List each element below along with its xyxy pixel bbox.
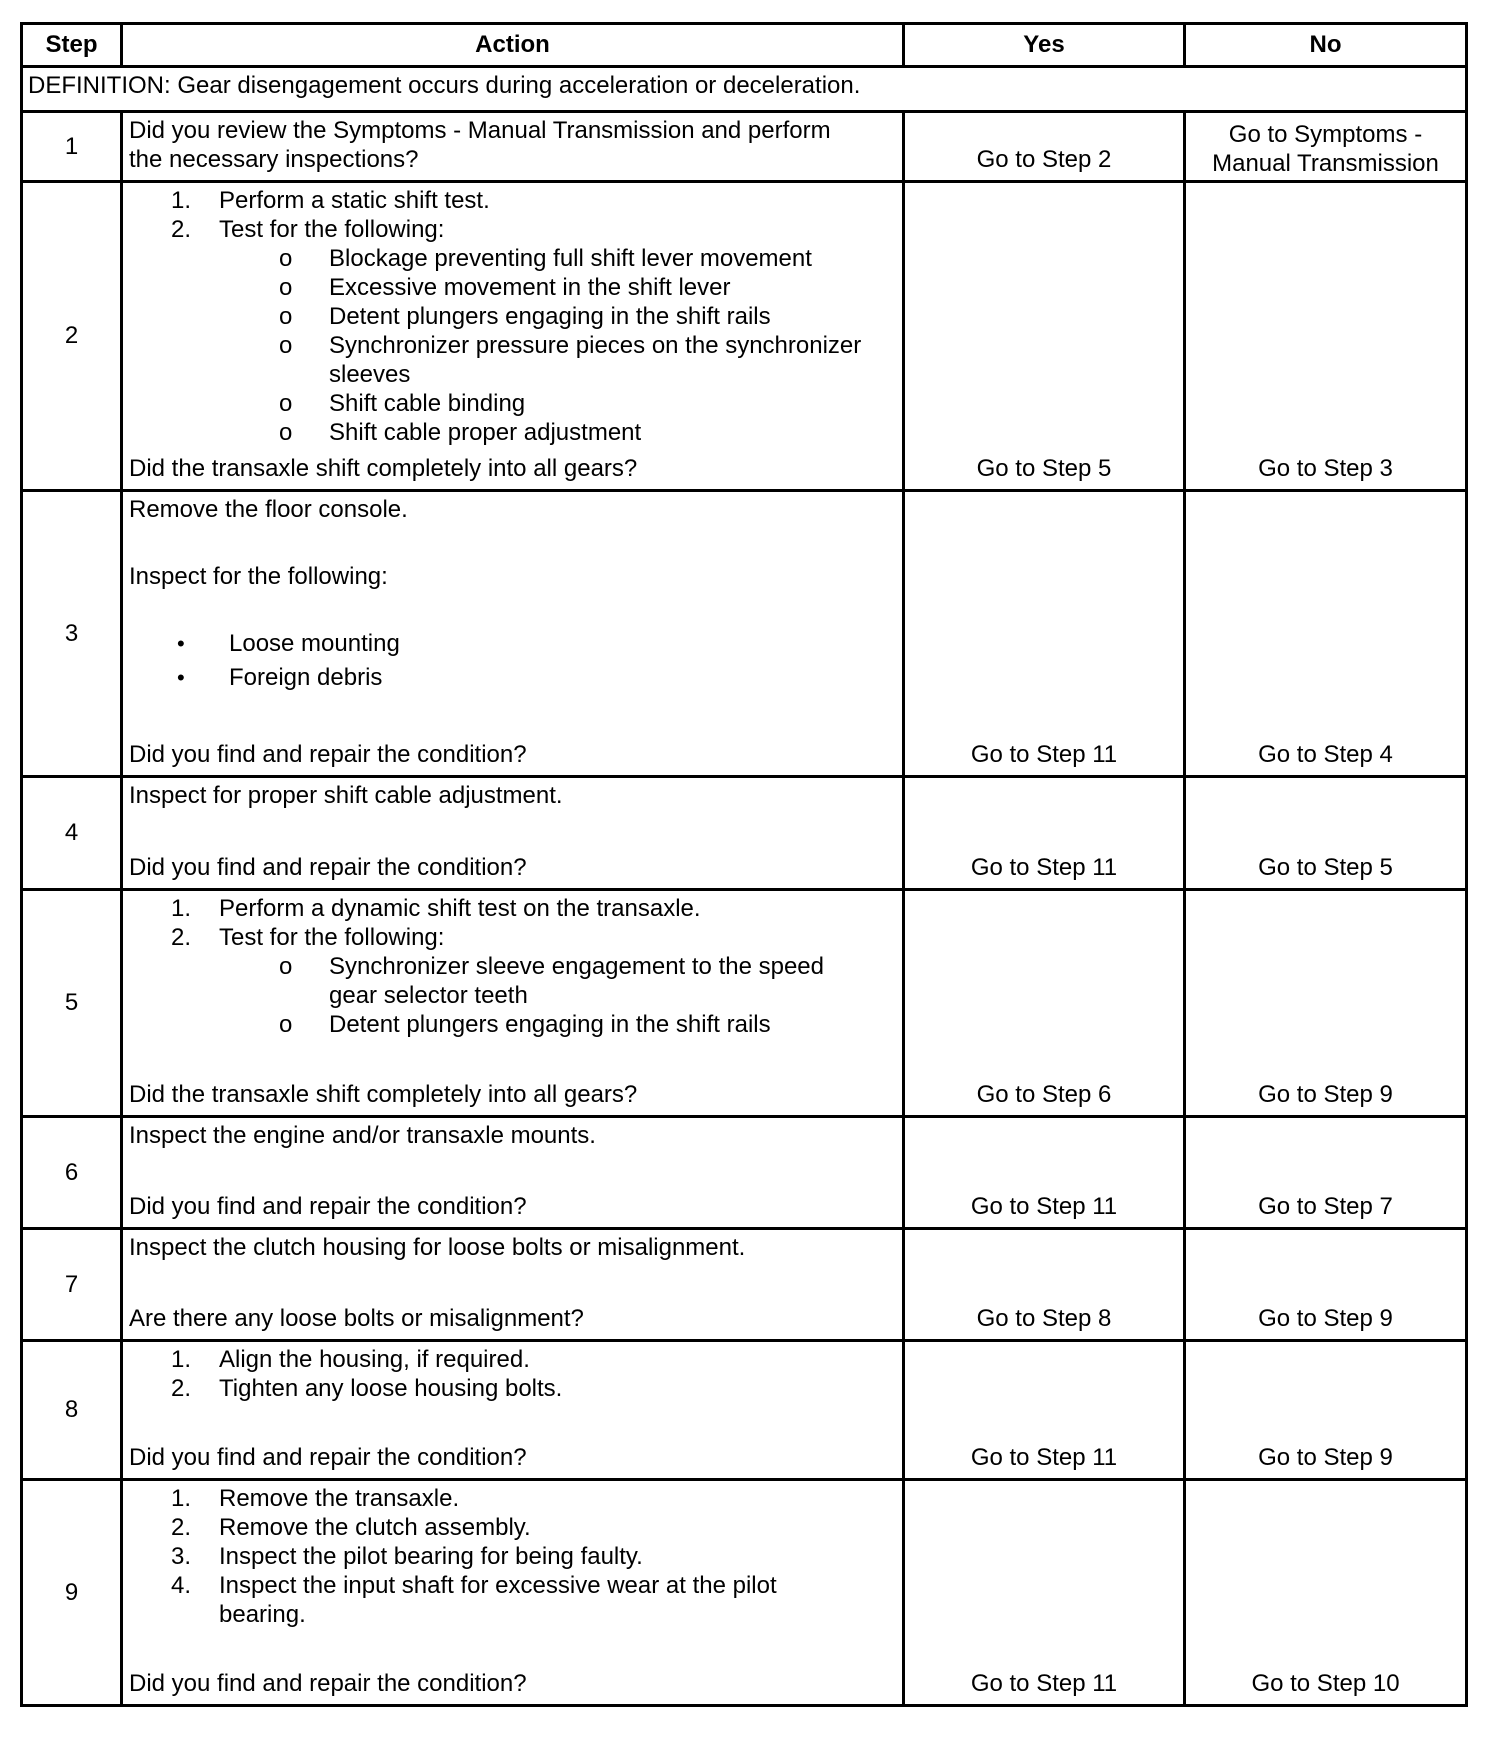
header-no: No xyxy=(1185,24,1467,67)
step-action xyxy=(122,1117,904,1229)
step-action xyxy=(122,182,904,491)
header-yes: Yes xyxy=(904,24,1185,67)
step-number: 6 xyxy=(22,1117,122,1229)
step-number: 8 xyxy=(22,1341,122,1480)
sub-item-continuation: sleeves xyxy=(329,361,411,388)
step-row-7 xyxy=(22,1229,1467,1341)
numbered-item: 2. Test for the following: xyxy=(170,216,445,243)
numbered-item: 2. Test for the following: xyxy=(170,924,445,951)
no-result: Go to Step 4 xyxy=(1185,491,1467,777)
step-row-6 xyxy=(22,1117,1467,1229)
step-row-3 xyxy=(22,491,1467,777)
step-row-5 xyxy=(22,890,1467,1117)
step-row-1 xyxy=(22,112,1467,182)
no-result-line: Go to Symptoms - xyxy=(1228,121,1423,148)
yes-result: Go to Step 5 xyxy=(904,182,1185,491)
definition-row xyxy=(22,67,1467,112)
step-action xyxy=(122,777,904,890)
yes-result: Go to Step 11 xyxy=(904,1480,1185,1706)
numbered-item: 1. Align the housing, if required. xyxy=(170,1346,530,1373)
sub-item: o Detent plungers engaging in the shift rails xyxy=(279,1011,771,1038)
definition-text: DEFINITION: Gear disengagement occurs during acceleration or deceleration. xyxy=(22,67,1467,112)
header-action: Action xyxy=(122,24,904,67)
action-line: Inspect for proper shift cable adjustment. xyxy=(129,782,563,809)
yes-result: Go to Step 11 xyxy=(904,1341,1185,1480)
yes-result: Go to Step 11 xyxy=(904,491,1185,777)
sub-item: o Detent plungers engaging in the shift rails xyxy=(279,303,771,330)
yes-result: Go to Step 11 xyxy=(904,1117,1185,1229)
bullet-item: • Foreign debris xyxy=(177,664,383,691)
numbered-item: 3. Inspect the pilot bearing for being faulty. xyxy=(170,1543,643,1570)
step-number: 3 xyxy=(22,491,122,777)
yes-result: Go to Step 8 xyxy=(904,1229,1185,1341)
step-question: Are there any loose bolts or misalignment? xyxy=(129,1305,584,1332)
step-number: 9 xyxy=(22,1480,122,1706)
no-result-line: Manual Transmission xyxy=(1212,150,1439,177)
bullet-item: • Loose mounting xyxy=(177,630,400,657)
sub-item: o Synchronizer pressure pieces on the synchronizer xyxy=(279,332,862,359)
action-line: Did you review the Symptoms - Manual Transmission and perform xyxy=(129,117,831,144)
no-result: Go to Step 10 xyxy=(1185,1480,1467,1706)
step-question: Did the transaxle shift completely into all gears? xyxy=(129,1081,638,1108)
yes-result: Go to Step 11 xyxy=(904,777,1185,890)
sub-item: o Shift cable binding xyxy=(279,390,526,417)
action-line: the necessary inspections? xyxy=(129,146,419,173)
step-question: Did you find and repair the condition? xyxy=(129,741,527,768)
step-row-9 xyxy=(22,1480,1467,1706)
step-action xyxy=(122,1480,904,1706)
step-row-8 xyxy=(22,1341,1467,1480)
numbered-item: 2. Remove the clutch assembly. xyxy=(170,1514,531,1541)
action-line: Remove the floor console. xyxy=(129,496,408,523)
step-row-2 xyxy=(22,182,1467,491)
no-result: Go to Step 7 xyxy=(1185,1117,1467,1229)
header-step: Step xyxy=(22,24,122,67)
sub-item: o Excessive movement in the shift lever xyxy=(279,274,731,301)
numbered-item: 2. Tighten any loose housing bolts. xyxy=(170,1375,563,1402)
step-question: Did you find and repair the condition? xyxy=(129,1193,527,1220)
sub-item: o Synchronizer sleeve engagement to the speed xyxy=(279,953,824,980)
step-question: Did you find and repair the condition? xyxy=(129,1444,527,1471)
step-action xyxy=(122,890,904,1117)
step-action xyxy=(122,112,904,182)
no-result: Go to Step 3 xyxy=(1185,182,1467,491)
sub-item-continuation: gear selector teeth xyxy=(329,982,528,1009)
numbered-item: 1. Remove the transaxle. xyxy=(170,1485,460,1512)
sub-item: o Shift cable proper adjustment xyxy=(279,419,642,446)
numbered-item: 1. Perform a dynamic shift test on the transaxle. xyxy=(170,895,701,922)
action-line: Inspect the engine and/or transaxle mounts. xyxy=(129,1122,596,1149)
numbered-item: 4. Inspect the input shaft for excessive wear at the pilot xyxy=(170,1572,777,1599)
numbered-item-continuation: bearing. xyxy=(219,1601,306,1628)
yes-result: Go to Step 2 xyxy=(904,112,1185,182)
step-number: 1 xyxy=(22,112,122,182)
no-result: Go to Step 9 xyxy=(1185,890,1467,1117)
step-question: Did you find and repair the condition? xyxy=(129,1670,527,1697)
step-question: Did the transaxle shift completely into all gears? xyxy=(129,455,638,482)
step-number: 5 xyxy=(22,890,122,1117)
step-row-4 xyxy=(22,777,1467,890)
numbered-item: 1. Perform a static shift test. xyxy=(170,187,490,214)
step-question: Did you find and repair the condition? xyxy=(129,854,527,881)
action-line: Inspect the clutch housing for loose bolts or misalignment. xyxy=(129,1234,746,1261)
step-action xyxy=(122,1341,904,1480)
header-row xyxy=(22,24,1467,67)
step-action xyxy=(122,491,904,777)
step-number: 7 xyxy=(22,1229,122,1341)
step-action xyxy=(122,1229,904,1341)
no-result xyxy=(1185,112,1467,182)
yes-result: Go to Step 6 xyxy=(904,890,1185,1117)
no-result: Go to Step 5 xyxy=(1185,777,1467,890)
step-number: 4 xyxy=(22,777,122,890)
no-result: Go to Step 9 xyxy=(1185,1229,1467,1341)
step-number: 2 xyxy=(22,182,122,491)
action-line: Inspect for the following: xyxy=(129,563,388,590)
sub-item: o Blockage preventing full shift lever movement xyxy=(279,245,812,272)
no-result: Go to Step 9 xyxy=(1185,1341,1467,1480)
diagnostic-table xyxy=(20,22,1468,1707)
